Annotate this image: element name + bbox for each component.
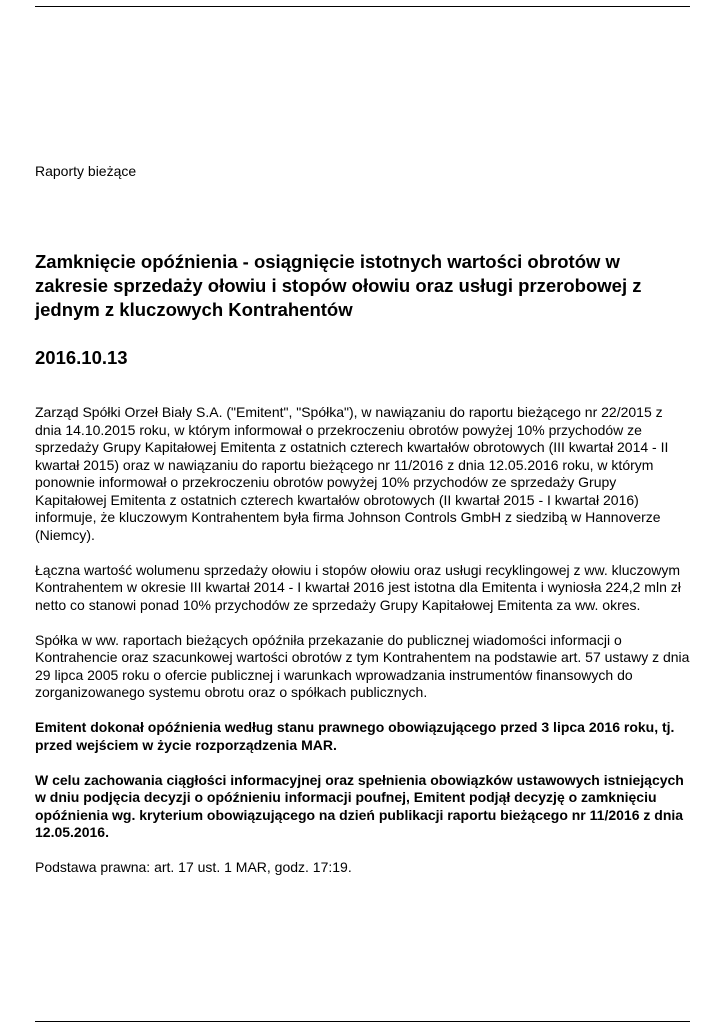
paragraph-intro: Zarząd Spółki Orzeł Biały S.A. ("Emitent", "Spółka"), w nawiązaniu do raportu bieżącego nr 22/2015 z dnia 14.10.2015 roku, w którym informował o przekroczeniu obrotów powyżej 10% przychodów ze sprzedaży Grupy Kapitałowej Emitenta z ostatnich czterech kwartałów obrotowych (III kwartał 2014 - II kwartał 2015) oraz w nawiązaniu do raportu bieżącego nr 11/2016 z dnia 12.05.2016 roku, w którym ponownie informował o przekroczeniu obrotów powyżej 10% przychodów ze sprzedaży Grupy Kapitałowej Emitenta z ostatnich czterech kwartałów obrotowych (II kwartał 2015 - I kwartał 2016) informuje, że kluczowym Kontrahentem była firma Johnson Controls GmbH z siedzibą w Hannoverze (Niemcy). (35, 404, 669, 543)
paragraph-legal-basis: Podstawa prawna: art. 17 ust. 1 MAR, godz. 17:19. (35, 859, 352, 875)
report-body (35, 404, 690, 894)
paragraph-delay-closure: W celu zachowania ciągłości informacyjnej oraz spełnienia obowiązków ustawowych istniejących w dniu podjęcia decyzji o opóźnieniu informacji poufnej, Emitent podjął decyzję o zamknięciu opóźnienia wg. kryterium obowiązującego na dzień publikacji raportu bieżącego nr 11/2016 z dnia 12.05.2016. (35, 771, 684, 840)
report-date: 2016.10.13 (35, 347, 128, 368)
paragraph-delay-legal-state: Emitent dokonał opóźnienia według stanu prawnego obowiązującego przed 3 lipca 2016 roku, tj. przed wejściem w życie rozporządzenia MAR. (35, 719, 675, 753)
bottom-divider (35, 1021, 690, 1022)
report-category: Raporty bieżące (35, 163, 137, 179)
paragraph-delay-basis: Spółka w ww. raportach bieżących opóźniła przekazanie do publicznej wiadomości informacji o Kontrahencie oraz szacunkowej wartości obrotów z tym Kontrahentem na podstawie art. 57 ustawy z dnia 29 lipca 2005 roku o ofercie publicznej i warunkach wprowadzania instrumentów finansowych do zorganizowanego systemu obrotu oraz o spółkach publicznych. (35, 631, 690, 700)
paragraph-sales-value: Łączna wartość wolumenu sprzedaży ołowiu i stopów ołowiu oraz usługi recyklingowej z ww. kluczowym Kontrahentem w okresie III kwartał 2014 - I kwartał 2016 jest istotna dla Emitenta i wyniosła 224,2 mln zł netto co stanowi ponad 10% przychodów ze sprzedaży Grupy Kapitałowej Emitenta za ww. okres. (35, 561, 681, 613)
top-divider (35, 6, 690, 7)
report-title: Zamknięcie opóźnienia - osiągnięcie istotnych wartości obrotów w zakresie sprzedaży ołowiu i stopów ołowiu oraz usługi przerobowej z jednym z kluczowych Kontrahentów (35, 251, 642, 320)
